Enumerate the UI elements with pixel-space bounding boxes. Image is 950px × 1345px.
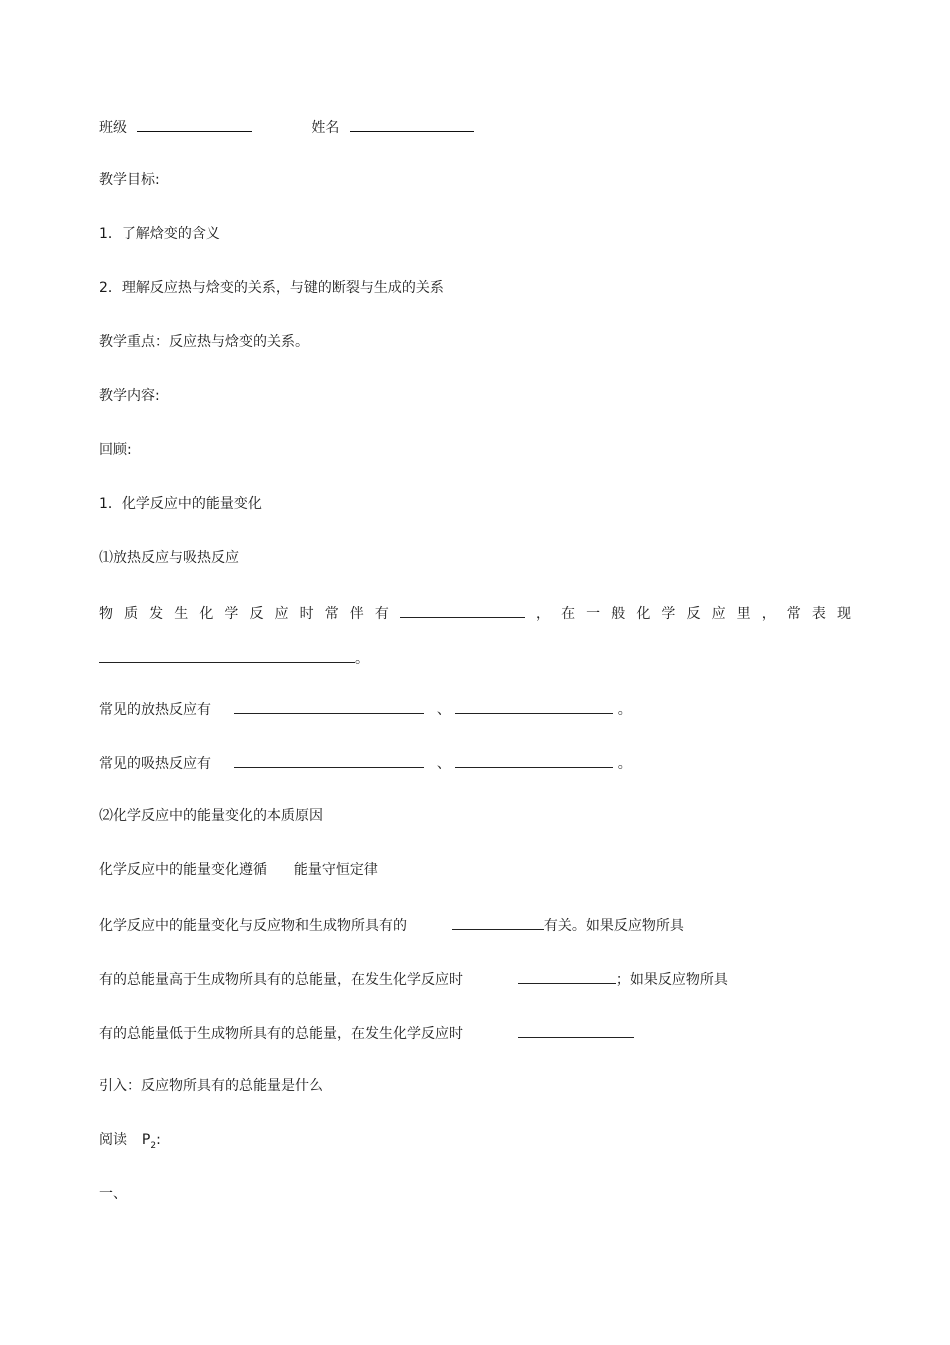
section-1-title: 1．化学反应中的能量变化 [99,496,262,512]
review-heading: 回顾: [99,442,132,458]
endothermic-line: 常见的吸热反应有 、 。 [99,753,632,773]
exothermic-line: 常见的放热反应有 、 。 [99,699,632,719]
exothermic-blank-1[interactable] [234,699,424,714]
question-1-line: 物 质 发 生 化 学 反 应 时 常 伴 有 ， 在 一 般 化 学 反 应 里 ， 常 表 现 [99,603,851,623]
answer-blank-5[interactable] [518,1023,634,1038]
name-label: 姓名 [311,120,340,136]
objective-item-2: 2．理解反应热与焓变的关系，与键的断裂与生成的关系 [99,280,444,296]
question-3-line: 有的总能量高于生成物所具有的总能量，在发生化学反应时 ；如果反应物所具 [99,969,728,989]
objective-item-1: 1．了解焓变的含义 [99,226,220,242]
objectives-heading: 教学目标: [99,172,160,188]
name-field[interactable] [350,117,474,132]
answer-blank-2[interactable] [99,648,355,663]
header-row [99,117,474,137]
class-field[interactable] [137,117,252,132]
subsection-2-title: ⑵化学反应中的能量变化的本质原因 [99,808,323,824]
intro-line: 引入：反应物所具有的总能量是什么 [99,1078,323,1094]
question-2-line: 化学反应中的能量变化与反应物和生成物所具有的 有关。如果反应物所具 [99,915,684,935]
reading-line: 阅读 $P_2$: [99,1132,161,1151]
endothermic-blank-2[interactable] [455,753,613,768]
content-heading: 教学内容: [99,388,160,404]
endothermic-blank-1[interactable] [234,753,424,768]
exothermic-blank-2[interactable] [455,699,613,714]
answer-blank-4[interactable] [518,969,616,984]
conservation-line: 化学反应中的能量变化遵循 能量守恒定律 [99,862,378,878]
answer-blank-3[interactable] [452,915,544,930]
question-1-cont: 。 [99,648,369,668]
part-one-heading: 一、 [99,1186,127,1202]
key-point: 教学重点：反应热与焓变的关系。 [99,334,309,350]
class-label: 班级 [99,120,127,136]
answer-blank-1[interactable] [400,603,525,618]
subsection-1-title: ⑴放热反应与吸热反应 [99,550,239,566]
question-4-line: 有的总能量低于生成物所具有的总能量，在发生化学反应时 [99,1023,634,1043]
